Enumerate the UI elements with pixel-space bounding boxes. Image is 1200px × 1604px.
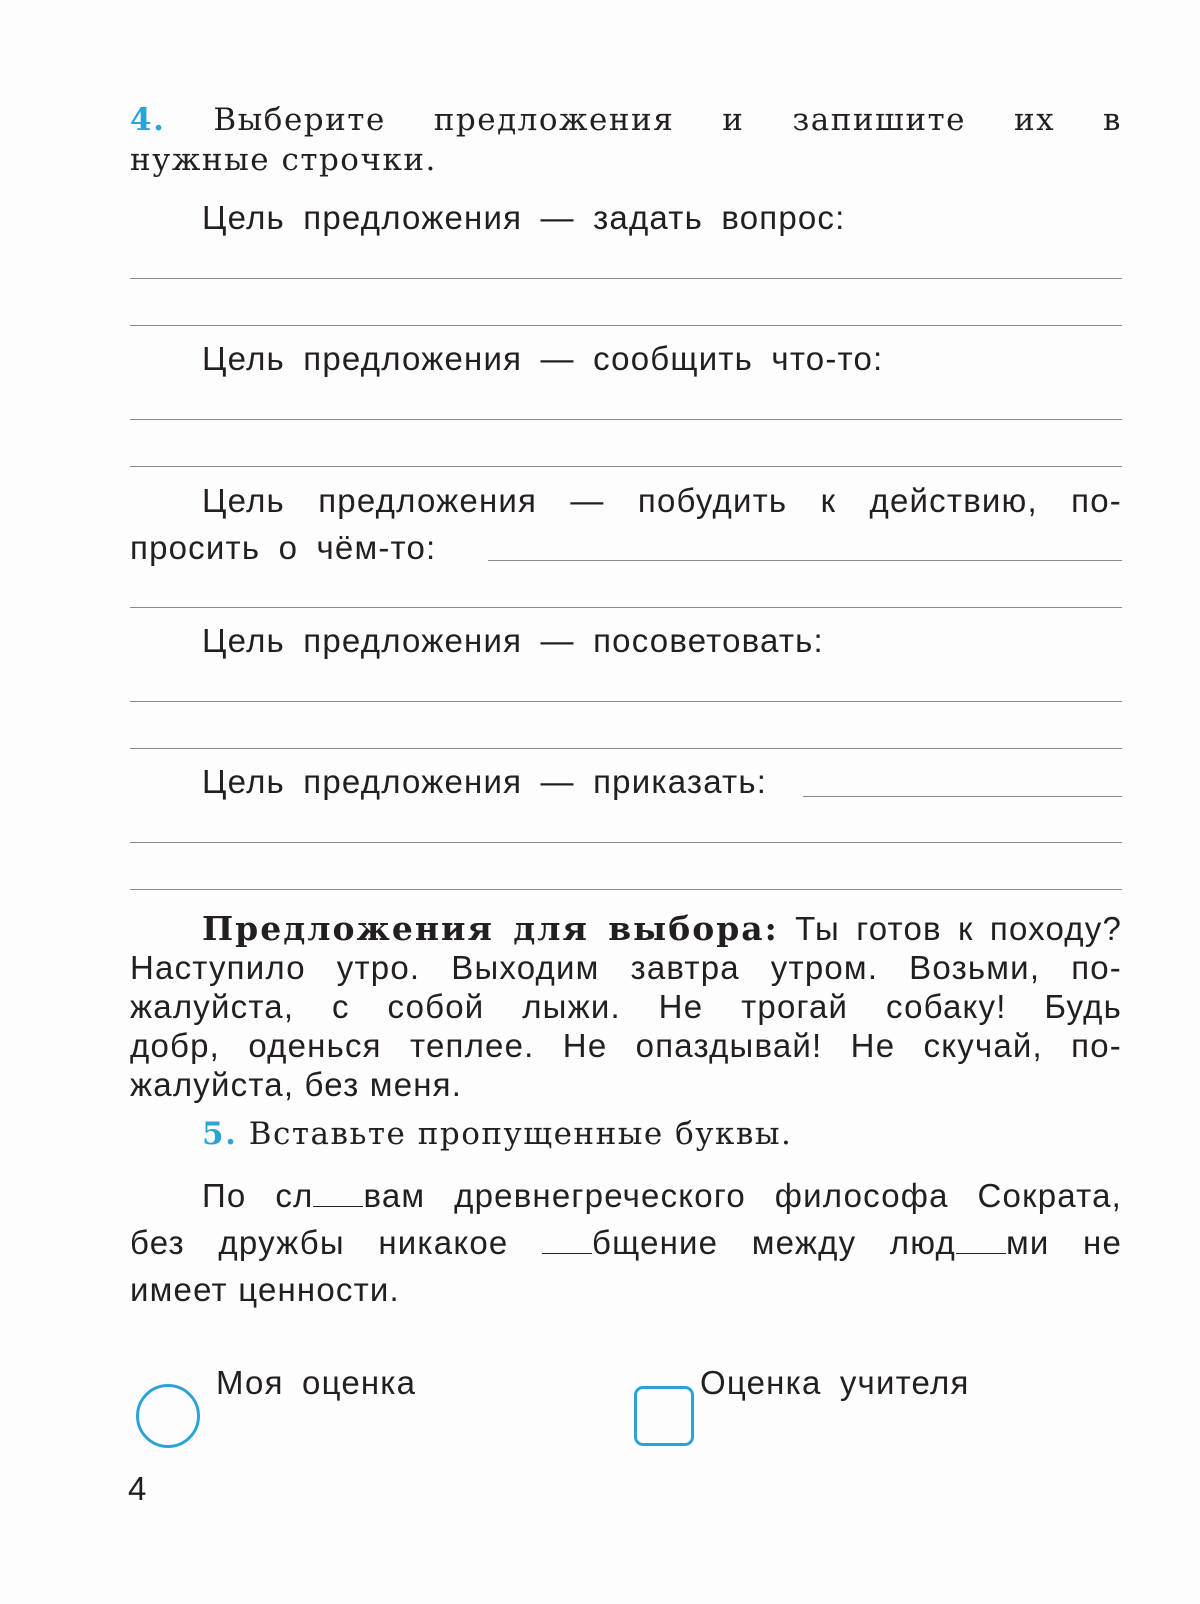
answer-line-question-1[interactable] xyxy=(130,278,1122,279)
answer-line-order-1[interactable] xyxy=(803,796,1122,797)
task-4-title-line2: нужные строчки. xyxy=(130,142,437,178)
goal-order-label: Цель предложения — приказать: xyxy=(202,763,768,800)
answer-line-order-3[interactable] xyxy=(130,889,1122,890)
task-5-text xyxy=(130,1172,1122,1313)
choices-label: Предложения для выбора: xyxy=(202,909,779,948)
blank-1[interactable] xyxy=(313,1180,363,1207)
goal-action-line1: Цель предложения — побудить к действию, по- xyxy=(202,482,1122,519)
teacher-assessment-label: Оценка учителя xyxy=(700,1364,970,1401)
answer-line-inform-1[interactable] xyxy=(130,419,1122,420)
goal-action-label xyxy=(130,481,1122,521)
answer-line-order-2[interactable] xyxy=(130,842,1122,843)
goal-action-line2: просить о чём-то: xyxy=(130,529,437,566)
task-4-title-line1: 4. Выберите предложения и запишите их в xyxy=(130,102,1122,138)
choices-line1: Предложения для выбора: Ты готов к походу? xyxy=(202,909,1122,948)
blank-2[interactable] xyxy=(542,1227,592,1254)
blank-3[interactable] xyxy=(956,1227,1006,1254)
task-5-line1: По сл вам древнегреческого философа Сократа, xyxy=(202,1177,1122,1214)
answer-line-question-2[interactable] xyxy=(130,325,1122,326)
goal-question-label: Цель предложения — задать вопрос: xyxy=(202,199,846,236)
choices-line2: Наступило утро. Выходим завтра утром. Возьми, по- xyxy=(130,949,1122,986)
task-5-line3: имеет ценности. xyxy=(130,1271,400,1308)
self-assessment-circle[interactable] xyxy=(136,1384,200,1448)
answer-line-action-1[interactable] xyxy=(488,560,1122,561)
page-number: 4 xyxy=(128,1470,147,1507)
goal-inform-label: Цель предложения — сообщить что-то: xyxy=(202,340,884,377)
choices-line5: жалуйста, без меня. xyxy=(130,1066,463,1103)
answer-line-advise-1[interactable] xyxy=(130,701,1122,702)
choices-line4: добр, оденься теплее. Не опаздывай! Не скучай, по- xyxy=(130,1027,1122,1064)
teacher-assessment-square[interactable] xyxy=(634,1386,694,1446)
task-5-number: 5. xyxy=(202,1116,238,1152)
answer-line-inform-2[interactable] xyxy=(130,466,1122,467)
self-assessment-label: Моя оценка xyxy=(216,1364,417,1401)
choices-paragraph xyxy=(130,909,1122,1104)
task-5-title: Вставьте пропущенные буквы. xyxy=(248,1116,793,1152)
task-5-line2: без дружбы никакое бщение между люд ми не xyxy=(130,1224,1122,1261)
answer-line-action-2[interactable] xyxy=(130,607,1122,608)
choices-line3: жалуйста, с собой лыжи. Не трогай собаку! Будь xyxy=(130,988,1122,1025)
answer-line-advise-2[interactable] xyxy=(130,748,1122,749)
task-5-heading xyxy=(130,1114,1122,1154)
goal-advise-label: Цель предложения — посоветовать: xyxy=(202,622,824,659)
task-4-heading xyxy=(130,100,1122,180)
task-4-number: 4. xyxy=(130,102,166,138)
